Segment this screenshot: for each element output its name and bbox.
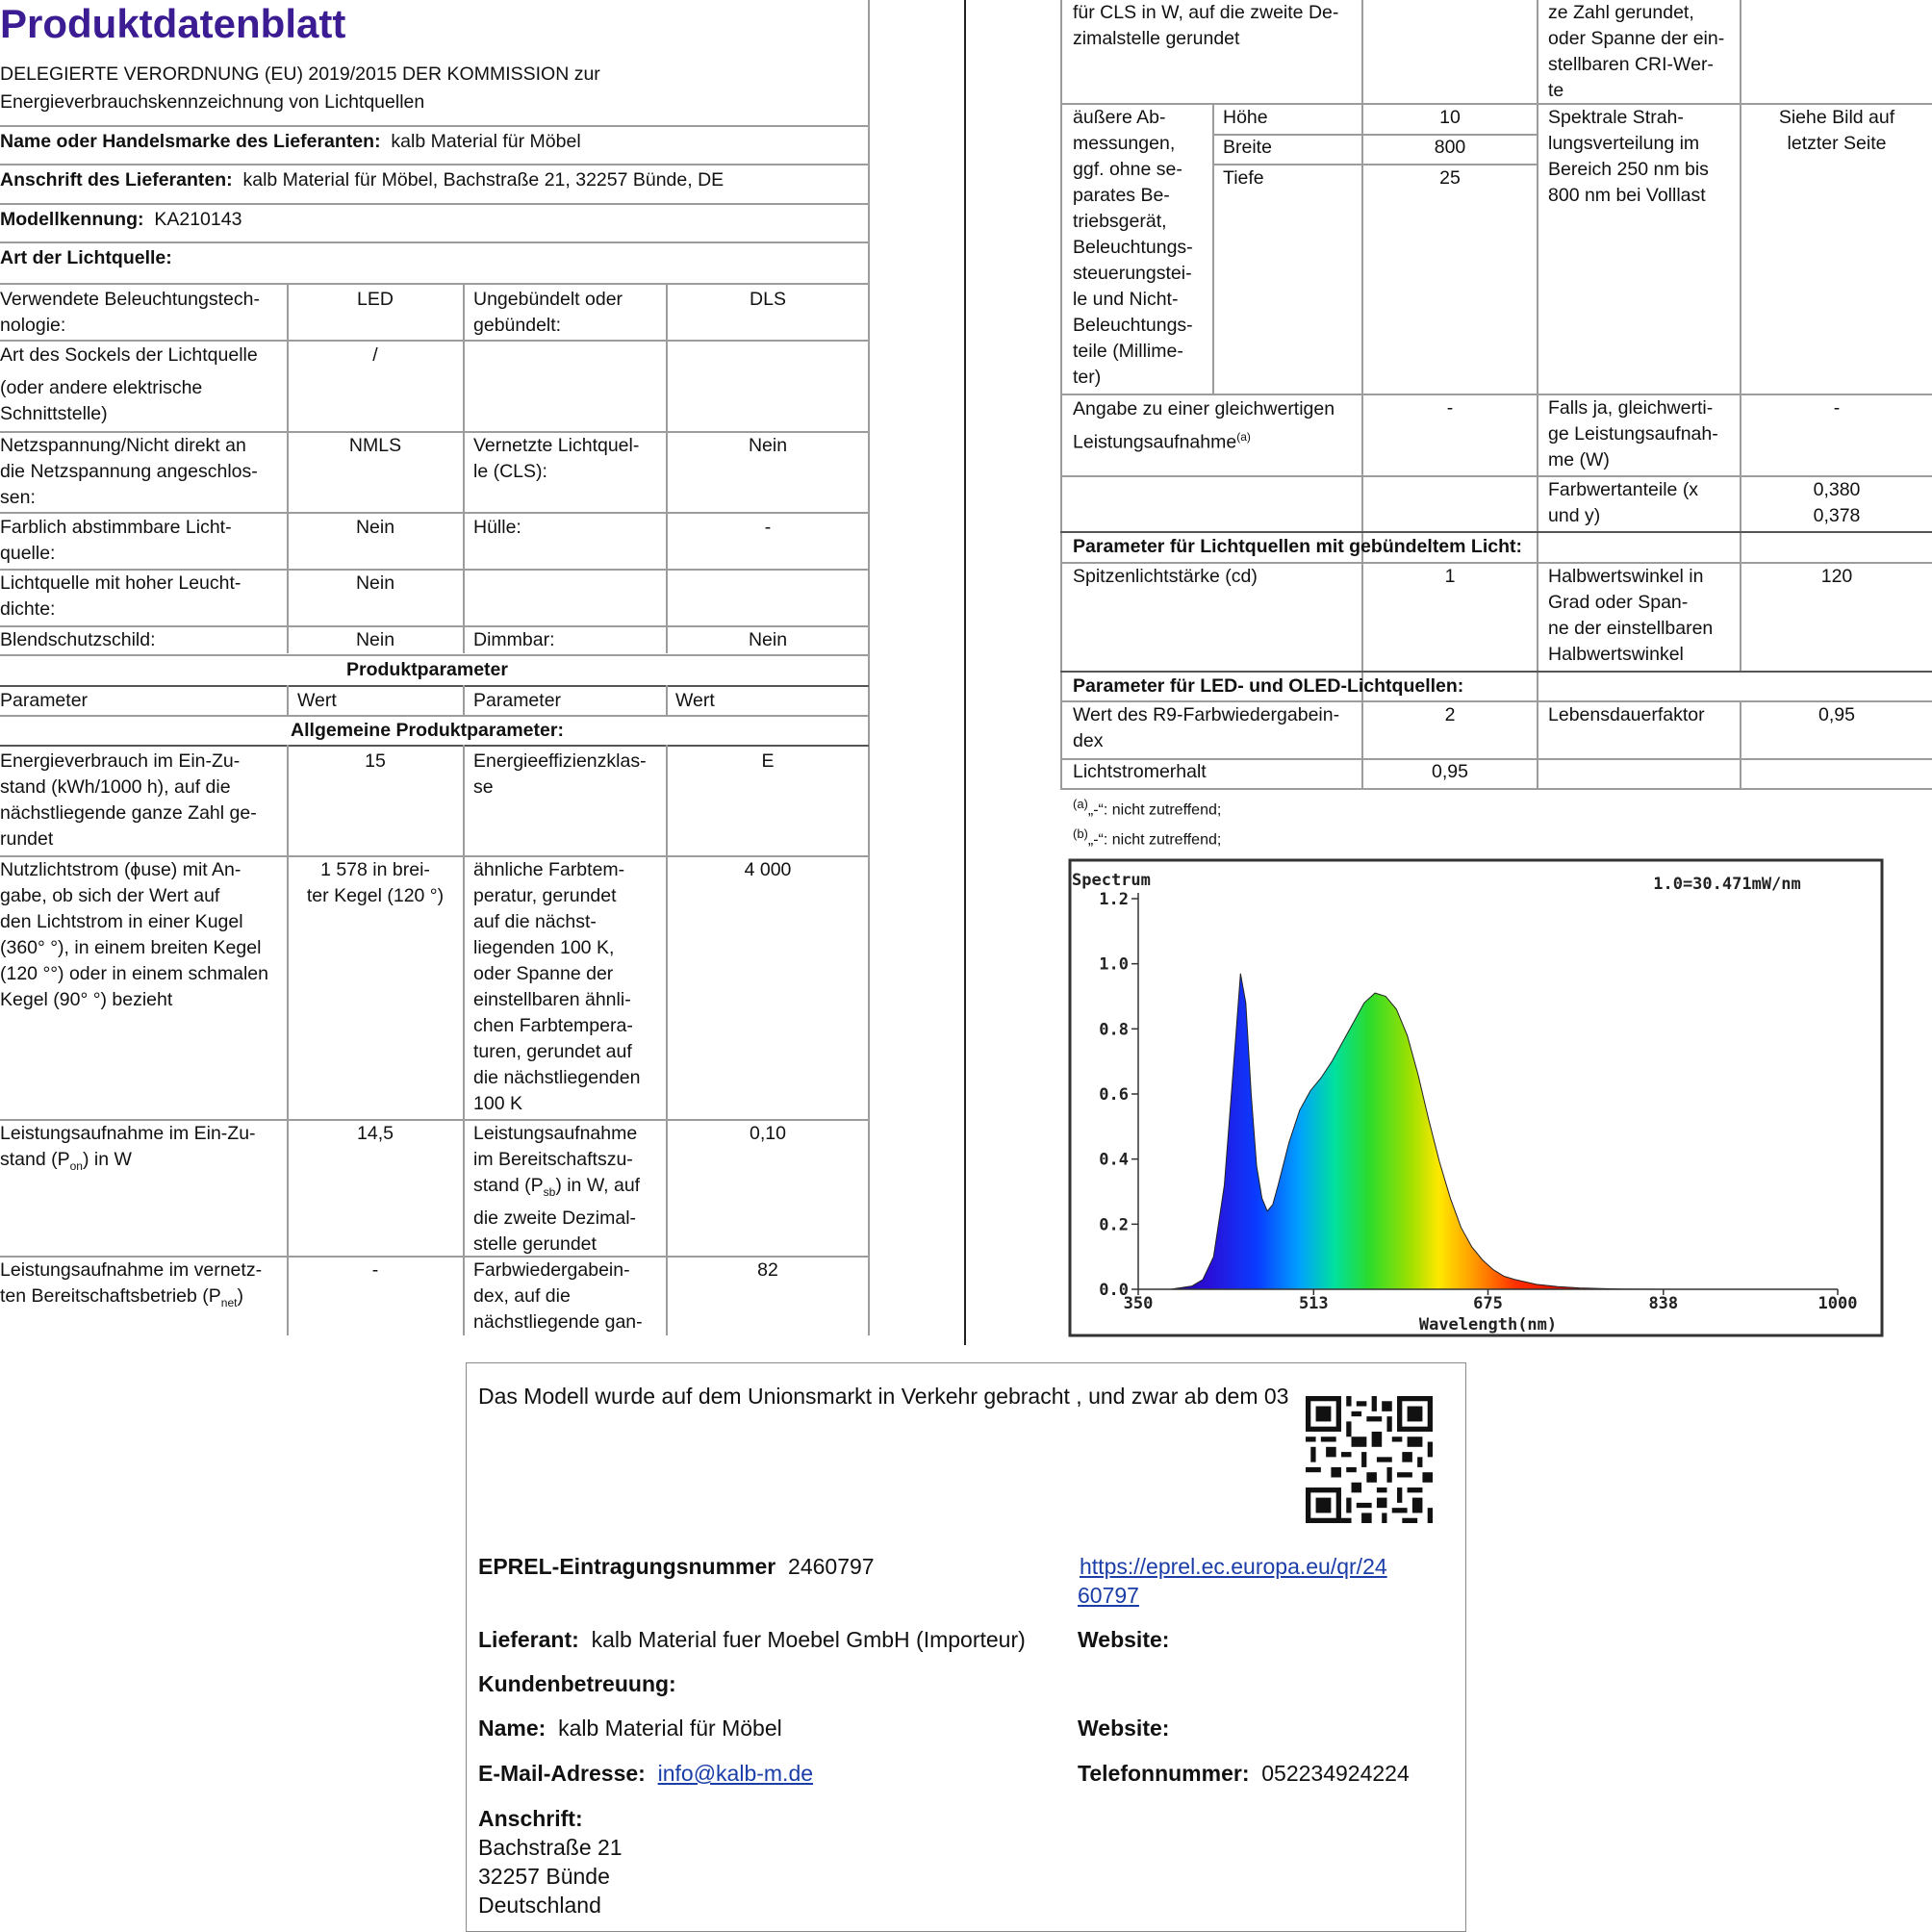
- energy-consumption-label: Energieverbrauch im Ein-Zu- stand (kWh/1000 h), auf die nächstliegende ganze Zahl ge- rundet: [0, 750, 257, 850]
- spectral-value: Siehe Bild auf letzter Seite: [1778, 107, 1895, 154]
- peak-intensity-value: 1: [1444, 566, 1456, 587]
- regulation-text: DELEGIERTE VERORDNUNG (EU) 2019/2015 DER KOMMISSION zur Energieverbrauchskennzeichnung von Lichtquellen: [0, 64, 600, 113]
- y-tick-label: 1.2: [1099, 890, 1129, 909]
- type-heading: Art der Lichtquelle:: [0, 247, 172, 268]
- email-link[interactable]: info@kalb-m.de: [657, 1761, 814, 1786]
- cls-value: Nein: [748, 435, 788, 456]
- height-label: Höhe: [1223, 107, 1268, 128]
- x-axis-label: Wavelength(nm): [1418, 1315, 1558, 1335]
- footnote-a: $^{(a)}$„-“: nicht zutreffend;: [1073, 797, 1222, 819]
- cls-label: Vernetzte Lichtquel- le (CLS):: [473, 435, 640, 482]
- efficiency-class-value: E: [761, 750, 775, 772]
- email-row: E-Mail-Adresse: info@kalb-m.de: [478, 1761, 814, 1786]
- x-tick-label: 513: [1298, 1294, 1329, 1313]
- energy-consumption-value: 15: [365, 750, 386, 772]
- lumen-maintenance-label: Lichtstromerhalt: [1073, 761, 1207, 782]
- beam-angle-label: Halbwertswinkel in Grad oder Span- ne der einstellbaren Halbwertswinkel: [1548, 566, 1714, 665]
- glare-label: Blendschutzschild:: [0, 629, 156, 650]
- socket-label: Art des Sockels der Lichtquelle: [0, 344, 258, 366]
- cri-value: 82: [757, 1259, 778, 1281]
- rule: [0, 125, 869, 127]
- mains-label: Netzspannung/Nicht direkt an die Netzspannung angeschlos- sen:: [0, 435, 258, 508]
- qr-code-icon[interactable]: [1306, 1396, 1433, 1523]
- dimmable-label: Dimmbar:: [473, 629, 555, 650]
- efficiency-class-label: Energieeffizienzklas- se: [473, 750, 647, 798]
- footnote-b: $^{(b)}$„-“: nicht zutreffend;: [1073, 826, 1222, 849]
- col-header-wert: Wert: [297, 690, 337, 711]
- column-divider: [964, 0, 966, 1345]
- website-label: Website:: [1078, 1627, 1170, 1652]
- tech-value: LED: [357, 289, 394, 310]
- on-mode-power-value: 14,5: [357, 1123, 394, 1144]
- address-line-2: 32257 Bünde: [478, 1864, 610, 1889]
- phone-row: Telefonnummer: 052234924224: [1078, 1761, 1410, 1786]
- cls-standby-continued: für CLS in W, auf die zweite De- zimalstelle gerundet: [1073, 2, 1339, 49]
- col-header-param: Parameter: [0, 690, 89, 711]
- x-tick-label: 1000: [1818, 1294, 1858, 1313]
- peak-intensity-label: Spitzenlichtstärke (cd): [1073, 566, 1258, 587]
- y-tick-label: 1.0: [1099, 954, 1129, 975]
- cri-continued: ze Zahl gerundet, oder Spanne der ein- stellbaren CRI-Wer- te: [1548, 2, 1725, 101]
- glare-value: Nein: [355, 629, 395, 650]
- beam-angle-value: 120: [1820, 566, 1853, 587]
- depth-label: Tiefe: [1223, 167, 1264, 189]
- produktparameter-heading: Produktparameter: [346, 659, 508, 680]
- if-yes-label: Falls ja, gleichwerti- ge Leistungsaufnah- me (W): [1548, 397, 1718, 470]
- luminous-flux-label: Nutzlichtstrom (ϕuse) mit An- gabe, ob sich der Wert auf den Lichtstrom in einer Kugel (360° °), in einem breiten Kegel (120 °°) oder in einem schmalen Kegel (90° °) bezieht: [0, 859, 268, 1010]
- networked-standby-label: Leistungsaufnahme im vernetz- ten Bereitschaftsbetrieb $(P_{net})$: [0, 1259, 263, 1309]
- depth-value: 25: [1439, 167, 1461, 189]
- color-temp-value: 4 000: [744, 859, 792, 880]
- y-tick-label: 0.8: [1099, 1020, 1129, 1040]
- width-label: Breite: [1223, 137, 1272, 158]
- cri-label: Farbwiedergabein- dex, auf die nächstliegende gan-: [473, 1259, 643, 1333]
- eprel-link-cont[interactable]: 60797: [1078, 1583, 1139, 1608]
- height-value: 10: [1439, 107, 1461, 128]
- allgemeine-heading: Allgemeine Produktparameter:: [291, 720, 564, 741]
- y-tick-label: 0.6: [1099, 1085, 1129, 1105]
- supplier-address-row: Anschrift des Lieferanten: kalb Material für Möbel, Bachstraße 21, 32257 Bünde, DE: [0, 169, 724, 191]
- equivalent-power-label: Angabe zu einer gleichwertigen Leistungsaufnahme$^{(a)}$: [1073, 398, 1335, 453]
- eprel-row: EPREL-Eintragungsnummer 2460797: [478, 1554, 875, 1579]
- x-tick-label: 675: [1473, 1294, 1503, 1313]
- dimmable-value: Nein: [748, 629, 788, 650]
- chart-title: Spectrum: [1072, 871, 1151, 890]
- luminance-label: Lichtquelle mit hoher Leucht- dichte:: [0, 572, 242, 620]
- col-header-wert2: Wert: [675, 690, 715, 711]
- chromaticity-label: Farbwertanteile (x und y): [1548, 479, 1699, 526]
- website2-label: Website:: [1078, 1716, 1170, 1741]
- tech-label: Verwendete Beleuchtungstech- nologie:: [0, 289, 260, 336]
- envelope-value: -: [764, 517, 772, 538]
- customer-service-heading: Kundenbetreuung:: [478, 1671, 676, 1696]
- spectral-label: Spektrale Strah- lungsverteilung im Bereich 250 nm bis 800 nm bei Volllast: [1548, 107, 1709, 206]
- address-line-1: Bachstraße 21: [478, 1835, 623, 1860]
- equivalent-power-value: -: [1446, 397, 1454, 419]
- address-line-3: Deutschland: [478, 1893, 601, 1918]
- socket-value: /: [372, 344, 378, 366]
- y-tick-label: 0.2: [1099, 1215, 1129, 1235]
- y-tick-label: 0.0: [1099, 1281, 1129, 1300]
- x-tick-label: 838: [1648, 1294, 1679, 1313]
- bundling-value: DLS: [750, 289, 786, 310]
- networked-standby-value: -: [371, 1259, 379, 1281]
- led-heading: Parameter für LED- und OLED-Lichtquellen:: [1073, 675, 1464, 697]
- market-text: Das Modell wurde auf dem Unionsmarkt in Verkehr gebracht , und zwar ab dem 03: [478, 1384, 1289, 1409]
- spectrum-chart-svg: [1068, 856, 1886, 1339]
- r9-value: 2: [1444, 704, 1456, 725]
- chromaticity-value: 0,380 0,378: [1813, 479, 1861, 526]
- x-tick-label: 350: [1123, 1294, 1154, 1313]
- bundling-label: Ungebündelt oder gebündelt:: [473, 289, 623, 336]
- y-tick-label: 0.4: [1099, 1150, 1129, 1170]
- tunable-label: Farblich abstimmbare Licht- quelle:: [0, 517, 232, 564]
- supplier-row: Lieferant: kalb Material fuer Moebel GmbH (Importeur): [478, 1627, 1026, 1652]
- name-row: Name: kalb Material für Möbel: [478, 1716, 782, 1741]
- luminance-value: Nein: [355, 572, 395, 594]
- col-header-param2: Parameter: [473, 690, 562, 711]
- socket-label-note: (oder andere elektrische Schnittstelle): [0, 377, 203, 424]
- color-temp-label: ähnliche Farbtem- peratur, gerundet auf die nächst- liegenden 100 K, oder Spanne der einstellbaren ähnli- chen Farbtempera- turen, gerundet auf die nächstliegenden 100 K: [473, 859, 641, 1114]
- address-label: Anschrift:: [478, 1806, 583, 1831]
- chart-annotation: 1.0=30.471mW/nm: [1653, 875, 1801, 894]
- r9-label: Wert des R9-Farbwiedergabein- dex: [1073, 704, 1340, 751]
- model-row: Modellkennung: KA210143: [0, 209, 242, 230]
- dimensions-label: äußere Ab- messungen, ggf. ohne se- parates Be- triebsgerät, Beleuchtungs- steuerungstei- le und Nicht- Beleuchtungs- teile (Millime- ter): [1073, 107, 1193, 388]
- mains-value: NMLS: [348, 435, 402, 456]
- luminous-flux-value: 1 578 in brei- ter Kegel (120 °): [306, 859, 445, 906]
- envelope-label: Hülle:: [473, 517, 521, 538]
- supplier-name-row: Name oder Handelsmarke des Lieferanten: kalb Material für Möbel: [0, 131, 581, 152]
- page-title: Produktdatenblatt: [0, 1, 346, 46]
- lumen-maintenance-value: 0,95: [1432, 761, 1468, 782]
- directional-heading: Parameter für Lichtquellen mit gebündeltem Licht:: [1073, 536, 1522, 557]
- spectrum-chart: [1068, 856, 1886, 1339]
- eprel-link[interactable]: https://eprel.ec.europa.eu/qr/24: [1080, 1554, 1387, 1579]
- survival-factor-value: 0,95: [1818, 704, 1855, 725]
- on-mode-power-label: Leistungsaufnahme im Ein-Zu- stand $(P_{on})$ in W: [0, 1123, 256, 1173]
- if-yes-value: -: [1833, 397, 1841, 419]
- width-value: 800: [1434, 137, 1466, 158]
- standby-power-label: Leistungsaufnahme im Bereitschaftszu- stand $(P_{sb})$ in W, auf die zweite Dezimal- stelle gerundet: [473, 1123, 641, 1255]
- tunable-value: Nein: [355, 517, 395, 538]
- standby-power-value: 0,10: [750, 1123, 786, 1144]
- info-box: [466, 1362, 1466, 1932]
- survival-factor-label: Lebensdauerfaktor: [1548, 704, 1705, 725]
